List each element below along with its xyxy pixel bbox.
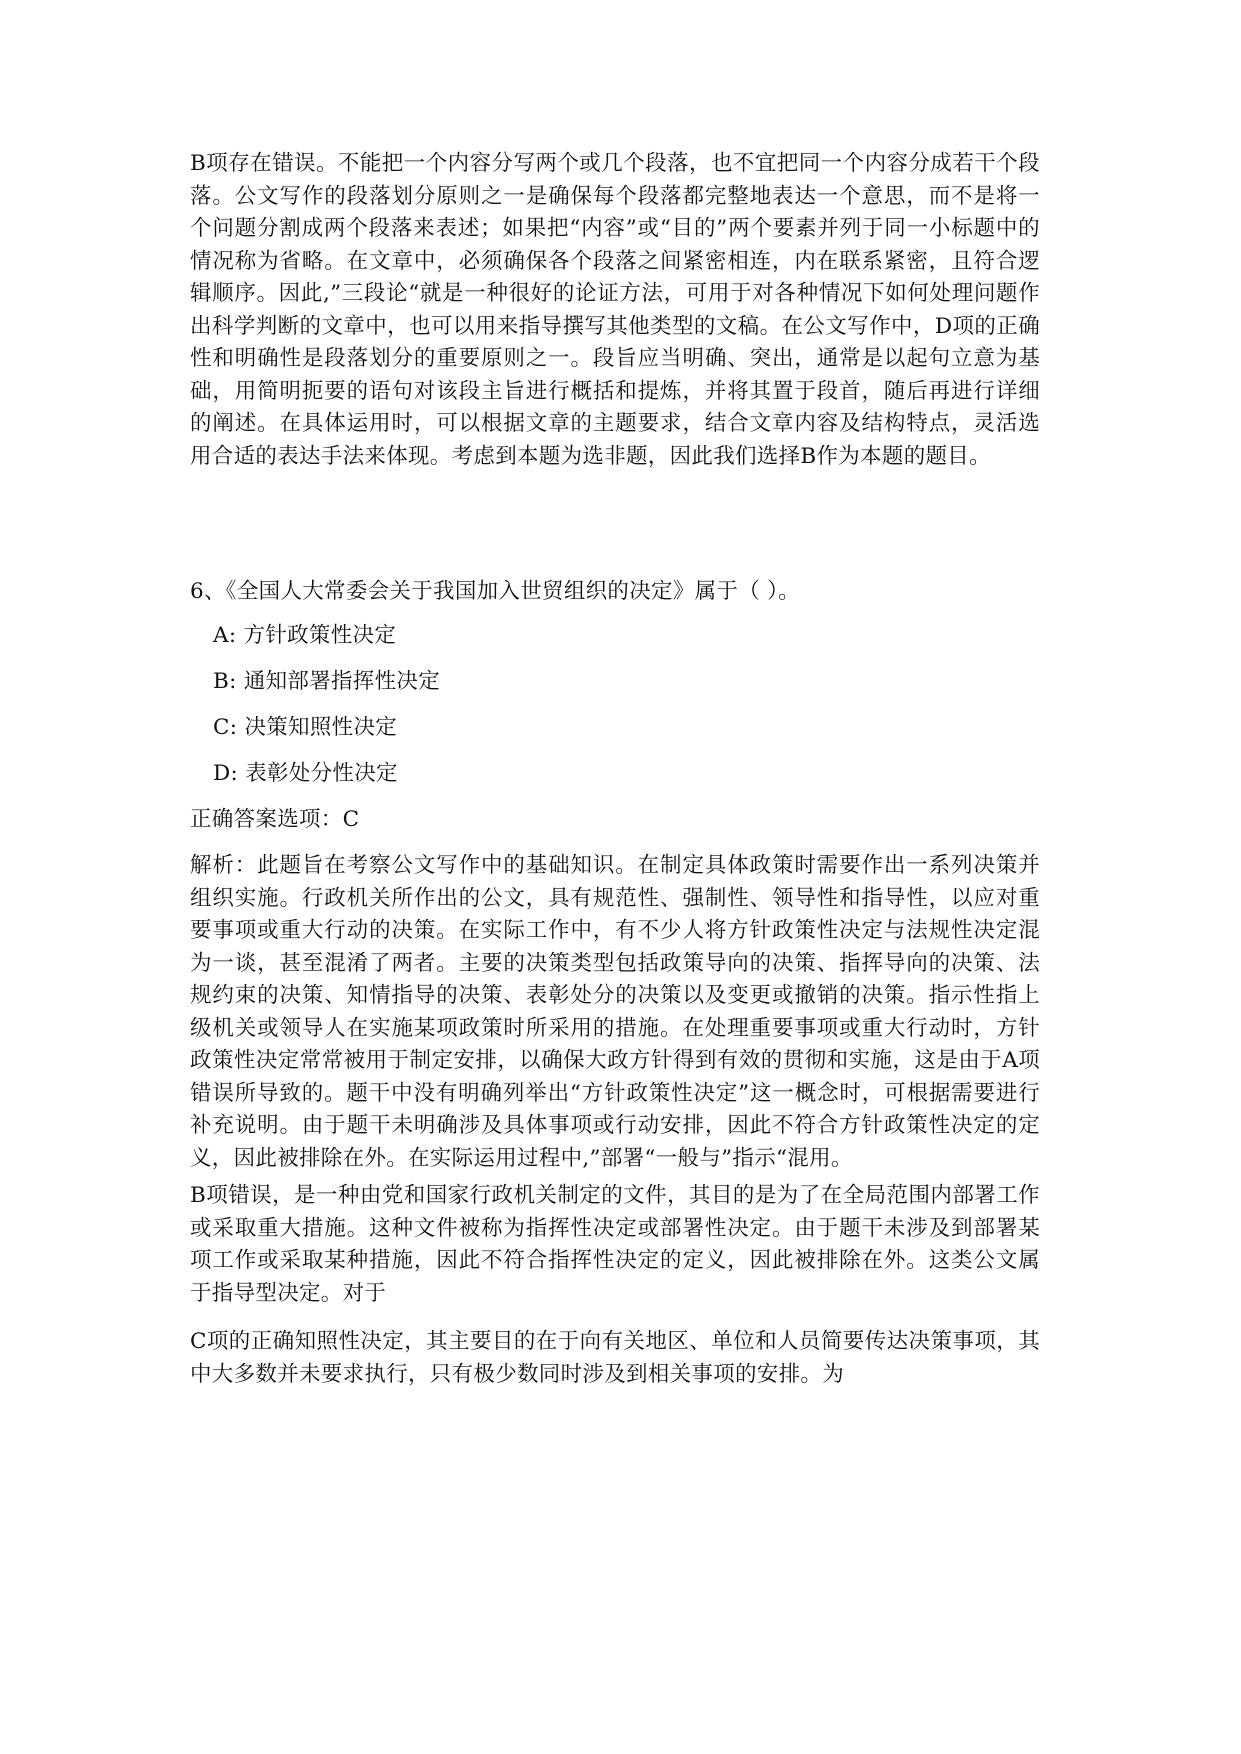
- question-number: 6、: [190, 579, 226, 604]
- option-b-text: 通知部署指挥性决定: [243, 669, 440, 694]
- option-c: [213, 712, 397, 744]
- option-d-letter: D:: [213, 761, 239, 786]
- option-d: [213, 758, 398, 790]
- option-d-text: 表彰处分性决定: [245, 761, 398, 786]
- explanation-paragraph-previous: B项存在错误。不能把一个内容分写两个或几个段落，也不宜把同一个内容分成若干个段落。公文写作的段落划分原则之一是确保每个段落都完整地表达一个意思，而不是将一个问题分割成两个段落来表述；如果把“内容”或“目的”两个要素并列于同一小标题中的情况称为省略。在文章中，必须确保各个段落之间紧密相连，内在联系紧密，且符合逻辑顺序。因此,”三段论“就是一种很好的论证方法，可用于对各种情况下如何处理问题作出科学判断的文章中，也可以用来指导撰写其他类型的文稿。在公文写作中，D项的正确性和明确性是段落划分的重要原则之一。段旨应当明确、突出，通常是以起句立意为基础，用简明扼要的语句对该段主旨进行概括和提炼，并将其置于段首，随后再进行详细的阐述。在具体运用时，可以根据文章的主题要求，结合文章内容及结构特点，灵活选用合适的表达手法来体现。考虑到本题为选非题，因此我们选择B作为本题的题目。: [190, 151, 1040, 469]
- option-c-text: 决策知照性决定: [244, 715, 398, 740]
- analysis-paragraph-1: 解析：此题旨在考察公文写作中的基础知识。在制定具体政策时需要作出一系列决策并组织实施。行政机关所作出的公文，具有规范性、强制性、领导性和指导性，以应对重要事项或重大行动的决策。在实际工作中，有不少人将方针政策性决定与法规性决定混为一谈，甚至混淆了两者。主要的决策类型包括政策导向的决策、指挥导向的决策、法规约束的决策、知情指导的决策、表彰处分的决策以及变更或撤销的决策。指示性指上级机关或领导人在实施某项政策时所采用的措施。在处理重要事项或重大行动时，方针政策性决定常常被用于制定安排，以确保大政方针得到有效的贯彻和实施，这是由于A项错误所导致的。题干中没有明确列举出“方针政策性决定”这一概念时，可根据需要进行补充说明。由于题干未明确涉及具体事项或行动安排，因此不符合方针政策性决定的定义，因此被排除在外。在实际运用过程中,”部署“一般与”指示“混用。: [190, 853, 1040, 1171]
- question-stem: [190, 576, 800, 608]
- analysis-paragraph-2: B项错误，是一种由党和国家行政机关制定的文件，其目的是为了在全局范围内部署工作或采取重大措施。这种文件被称为指挥性决定或部署性决定。由于题干未涉及到部署某项工作或采取某种措施，因此不符合指挥性决定的定义，因此被排除在外。这类公文属于指导型决定。对于: [190, 1183, 1040, 1306]
- option-b-letter: B:: [213, 669, 237, 694]
- option-a-text: 方针政策性决定: [243, 623, 397, 648]
- option-a-letter: A:: [213, 623, 237, 648]
- analysis-paragraph-3: C项的正确知照性决定，其主要目的在于向有关地区、单位和人员简要传达决策事项，其中大多数并未要求执行，只有极少数同时涉及到相关事项的安排。为: [190, 1329, 1040, 1387]
- correct-answer: [190, 804, 359, 836]
- option-a: [213, 620, 396, 652]
- option-b: [213, 666, 440, 698]
- question-text: 《全国人大常委会关于我国加入世贸组织的决定》属于（ ）。: [225, 579, 801, 604]
- option-c-letter: C:: [213, 715, 238, 740]
- correct-answer-label: 正确答案选项：: [190, 807, 343, 832]
- correct-answer-value: C: [342, 807, 360, 832]
